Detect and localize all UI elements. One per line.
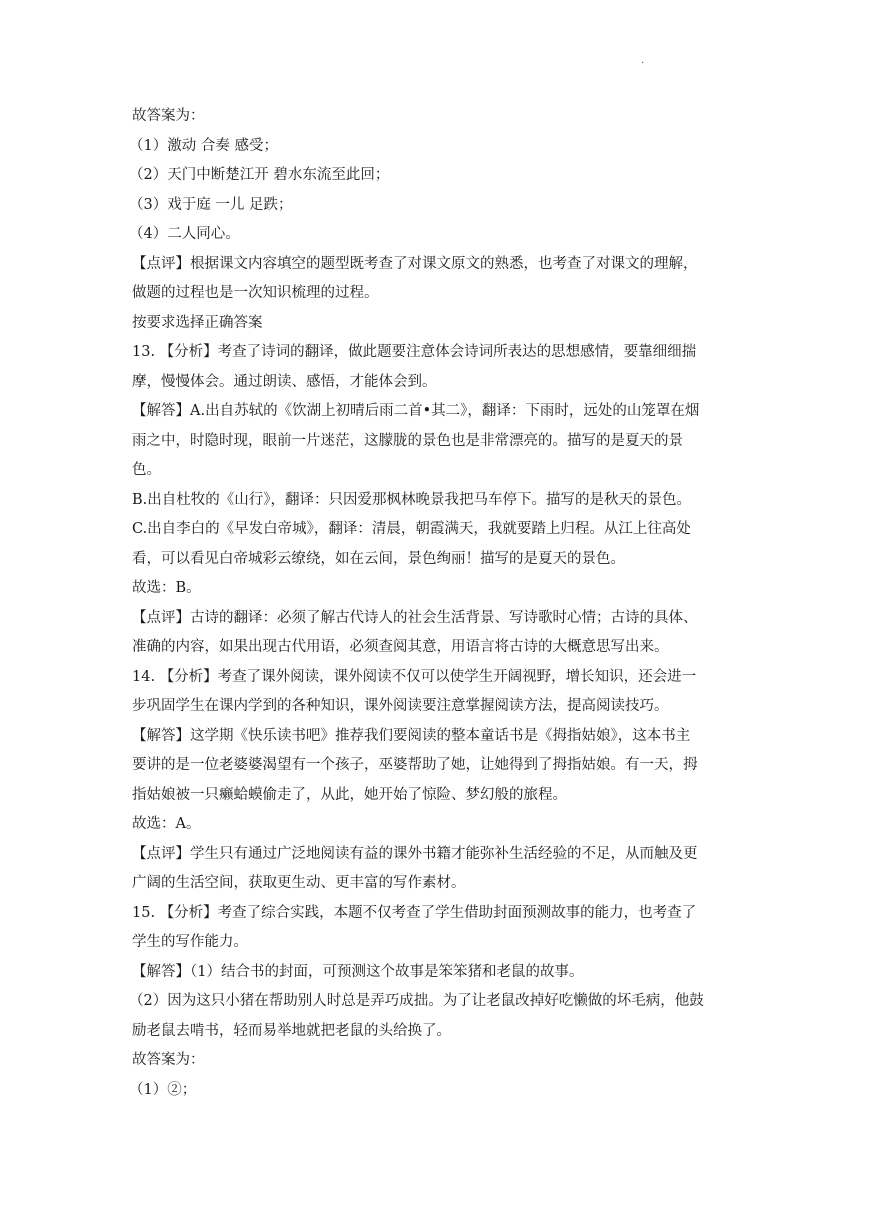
text-line: （2）因为这只小猪在帮助别人时总是弄巧成拙。为了让老鼠改掉好吃懒做的坏毛病，他鼓 <box>129 993 704 1009</box>
text-line: 【解答】A.出自苏轼的《饮湖上初晴后雨二首•其二》，翻译：下雨时，远处的山笼罩在烟 <box>132 403 700 419</box>
text-line: 【点评】古诗的翻译：必须了解古代诗人的社会生活背景、写诗歌时心情；古诗的具体、 <box>132 609 698 626</box>
text-line: 按要求选择正确答案 <box>132 314 263 331</box>
text-line: C.出自李白的《早发白帝城》，翻译：清晨，朝霞满天，我就要踏上归程。从江上往高处 <box>132 521 691 537</box>
text-line: 广阔的生活空间，获取更生动、更丰富的写作素材。 <box>132 875 466 891</box>
text-line: （1）②； <box>129 1081 197 1098</box>
text-line: （1）激动 合奏 感受； <box>129 137 278 154</box>
text-line: 故答案为： <box>132 108 205 124</box>
text-line: 做题的过程也是一次知识梳理的过程。 <box>132 285 379 301</box>
text-line: 摩，慢慢体会。通过朗读、感悟，才能体会到。 <box>132 373 437 390</box>
text-line: 14. 【分析】考查了课外阅读，课外阅读不仅可以使学生开阔视野，增长知识，还会进一 <box>132 668 697 685</box>
text-line: 【解答】这学期《快乐读书吧》推荐我们要阅读的整本童话书是《拇指姑娘》，这本书主 <box>132 727 691 744</box>
text-line: 要讲的是一位老婆婆渴望有一个孩子，巫婆帮助了她，让她得到了拇指姑娘。有一天，拇 <box>132 757 698 773</box>
text-line: B.出自杜牧的《山行》，翻译：只因爱那枫林晚景我把马车停下。描写的是秋天的景色。 <box>132 491 692 508</box>
text-line: 准确的内容，如果出现古代用语，必须查阅其意，用语言将古诗的大概意思写出来。 <box>132 639 669 655</box>
text-line: 故答案为： <box>132 1052 205 1068</box>
header-mark: . <box>641 55 645 66</box>
text-line: （2）天门中断楚江开 碧水东流至此回； <box>129 167 390 183</box>
text-line: 【解答】（1）结合书的封面，可预测这个故事是笨笨猪和老鼠的故事。 <box>132 963 584 980</box>
text-line: 步巩固学生在课内学到的各种知识，课外阅读要注意掌握阅读方法，提高阅读技巧。 <box>132 698 669 714</box>
text-line: 雨之中，时隐时现，眼前一片迷茫，这朦胧的景色也是非常漂亮的。描写的是夏天的景 <box>132 432 683 449</box>
document-body <box>129 102 742 1105</box>
text-line: 故选：B。 <box>132 580 201 596</box>
text-line: 【点评】根据课文内容填空的题型既考查了对课文原文的熟悉，也考查了对课文的理解， <box>132 255 698 272</box>
text-line: 13. 【分析】考查了诗词的翻译，做此题要注意体会诗词所表达的思想感情，要靠细细揣 <box>132 344 697 360</box>
text-line: 励老鼠去啃书，轻而易举地就把老鼠的头给换了。 <box>132 1022 451 1039</box>
text-line: 色。 <box>132 462 161 478</box>
text-line: 故选：A。 <box>132 816 201 832</box>
text-line: 指姑娘被一只癞蛤蟆偷走了，从此，她开始了惊险、梦幻般的旅程。 <box>132 786 567 803</box>
text-line: 看，可以看见白帝城彩云缭绕，如在云间，景色绚丽！描写的是夏天的景色。 <box>132 550 625 567</box>
text-line: （3）戏于庭 一儿 足跌； <box>129 196 293 213</box>
text-line: 15. 【分析】考查了综合实践，本题不仅考查了学生借助封面预测故事的能力，也考查了 <box>132 904 697 921</box>
text-line: 学生的写作能力。 <box>132 934 248 950</box>
text-line: 【点评】学生只有通过广泛地阅读有益的课外书籍才能弥补生活经验的不足，从而触及更 <box>132 845 698 862</box>
text-line: （4）二人同心。 <box>129 226 240 242</box>
